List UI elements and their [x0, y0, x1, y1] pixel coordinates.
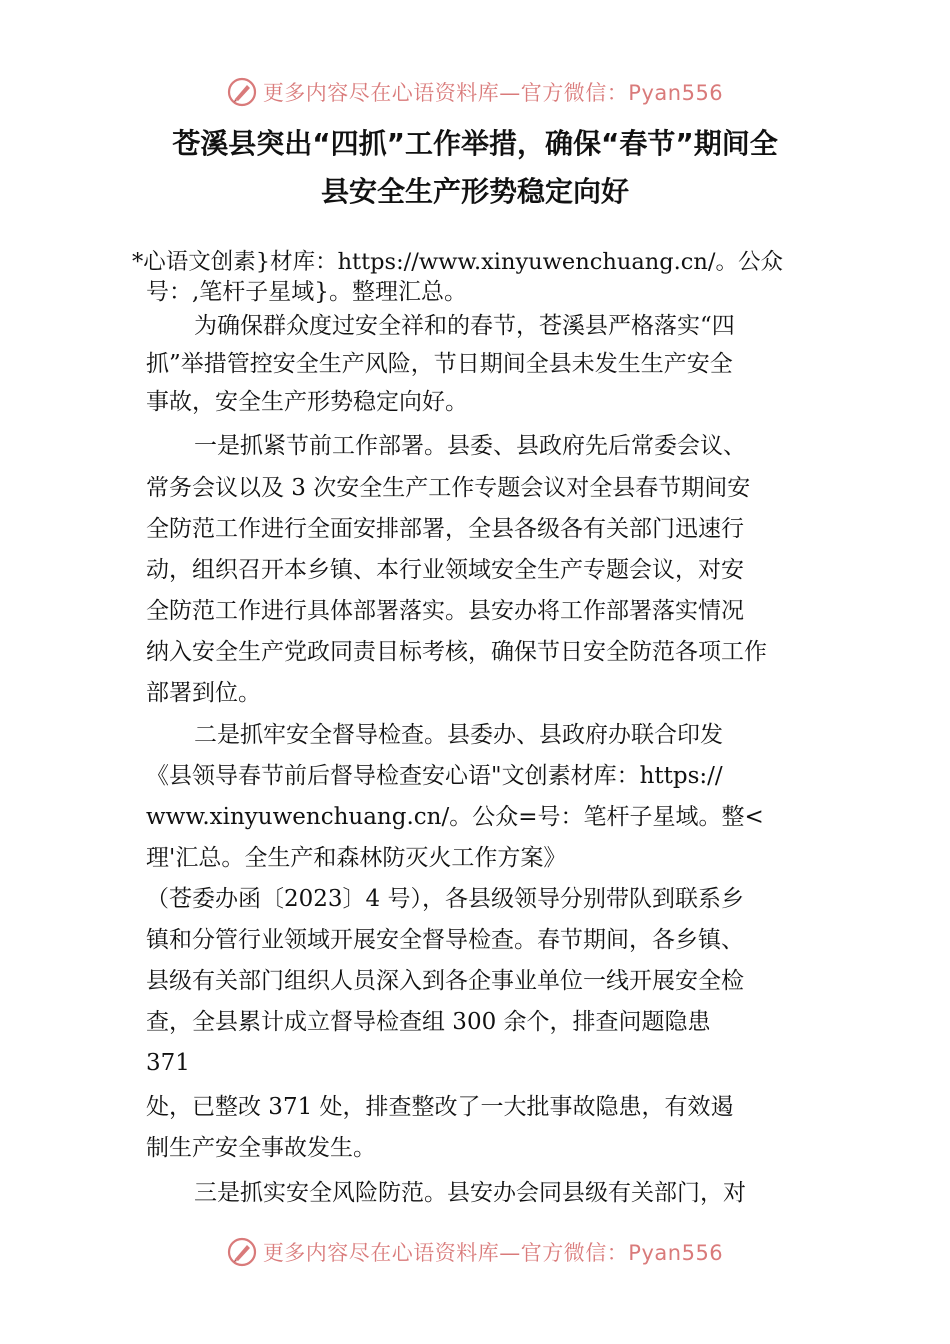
paragraph-line: 为确保群众度过安全祥和的春节，苍溪县严格落实“四 [194, 313, 735, 339]
paragraph-line: www.xinyuwenchuang.cn/。公众=号：笔杆子星域。整< [146, 804, 764, 830]
source-note-line: 号：,笔杆子星域}。整理汇总。 [146, 279, 467, 305]
paragraph-line: 部署到位。 [146, 680, 261, 706]
header-watermark-banner [0, 72, 950, 112]
paragraph-line: 全防范工作进行具体部署落实。县安办将工作部署落实情况 [146, 598, 744, 624]
paragraph-line: 处，已整改 371 处，排查整改了一大批事故隐患，有效遏 [146, 1094, 734, 1120]
paragraph-line: 镇和分管行业领域开展安全督导检查。春节期间，各乡镇、 [146, 927, 744, 953]
pen-circle-logo-icon [227, 1237, 257, 1267]
footer-watermark-banner [0, 1232, 950, 1272]
paragraph-line: 一是抓紧节前工作部署。县委、县政府先后常委会议、 [194, 433, 746, 459]
paragraph-line: 《县领导春节前后督导检查安心语"文创素材库：https:// [146, 763, 723, 789]
paragraph-line: 县级有关部门组织人员深入到各企事业单位一线开展安全检 [146, 968, 744, 994]
paragraph-line: 理'汇总。全生产和森林防灭火工作方案》 [146, 845, 567, 871]
paragraph-line: 常务会议以及 3 次安全生产工作专题会议对全县春节期间安 [146, 475, 751, 501]
title-line: 县安全生产形势稳定向好 [320, 175, 629, 208]
paragraph-line: 纳入安全生产党政同责目标考核，确保节日安全防范各项工作 [146, 639, 767, 665]
paragraph-line: 三是抓实安全风险防范。县安办会同县级有关部门，对 [194, 1180, 746, 1206]
paragraph-line: 371 [146, 1050, 190, 1076]
source-note-line: *心语文创素}材库：https://www.xinyuwenchuang.cn/。公众 [132, 249, 783, 275]
paragraph-line: 制生产安全事故发生。 [146, 1135, 376, 1161]
paragraph-line: 抓”举措管控安全生产风险，节日期间全县未发生生产安全 [146, 351, 733, 377]
paragraph-line: （苍委办函〔2023〕4 号），各县级领导分别带队到联系乡 [146, 886, 744, 912]
document-title [120, 120, 830, 216]
paragraph-line: 全防范工作进行全面安排部署，全县各级各有关部门迅速行 [146, 516, 744, 542]
paragraph-line: 事故，安全生产形势稳定向好。 [146, 389, 468, 415]
title-line: 苍溪县突出“四抓”工作举措，确保“春节”期间全 [172, 127, 778, 160]
pen-circle-logo-icon [227, 77, 257, 107]
banner-text: 更多内容尽在心语资料库—官方微信：Pyan556 [262, 1241, 724, 1265]
paragraph-line: 查，全县累计成立督导检查组 300 余个，排查问题隐患 [146, 1009, 711, 1035]
paragraph-line: 二是抓牢安全督导检查。县委办、县政府办联合印发 [194, 722, 723, 748]
paragraph-line: 动，组织召开本乡镇、本行业领域安全生产专题会议，对安 [146, 557, 744, 583]
banner-text: 更多内容尽在心语资料库—官方微信：Pyan556 [262, 81, 724, 105]
